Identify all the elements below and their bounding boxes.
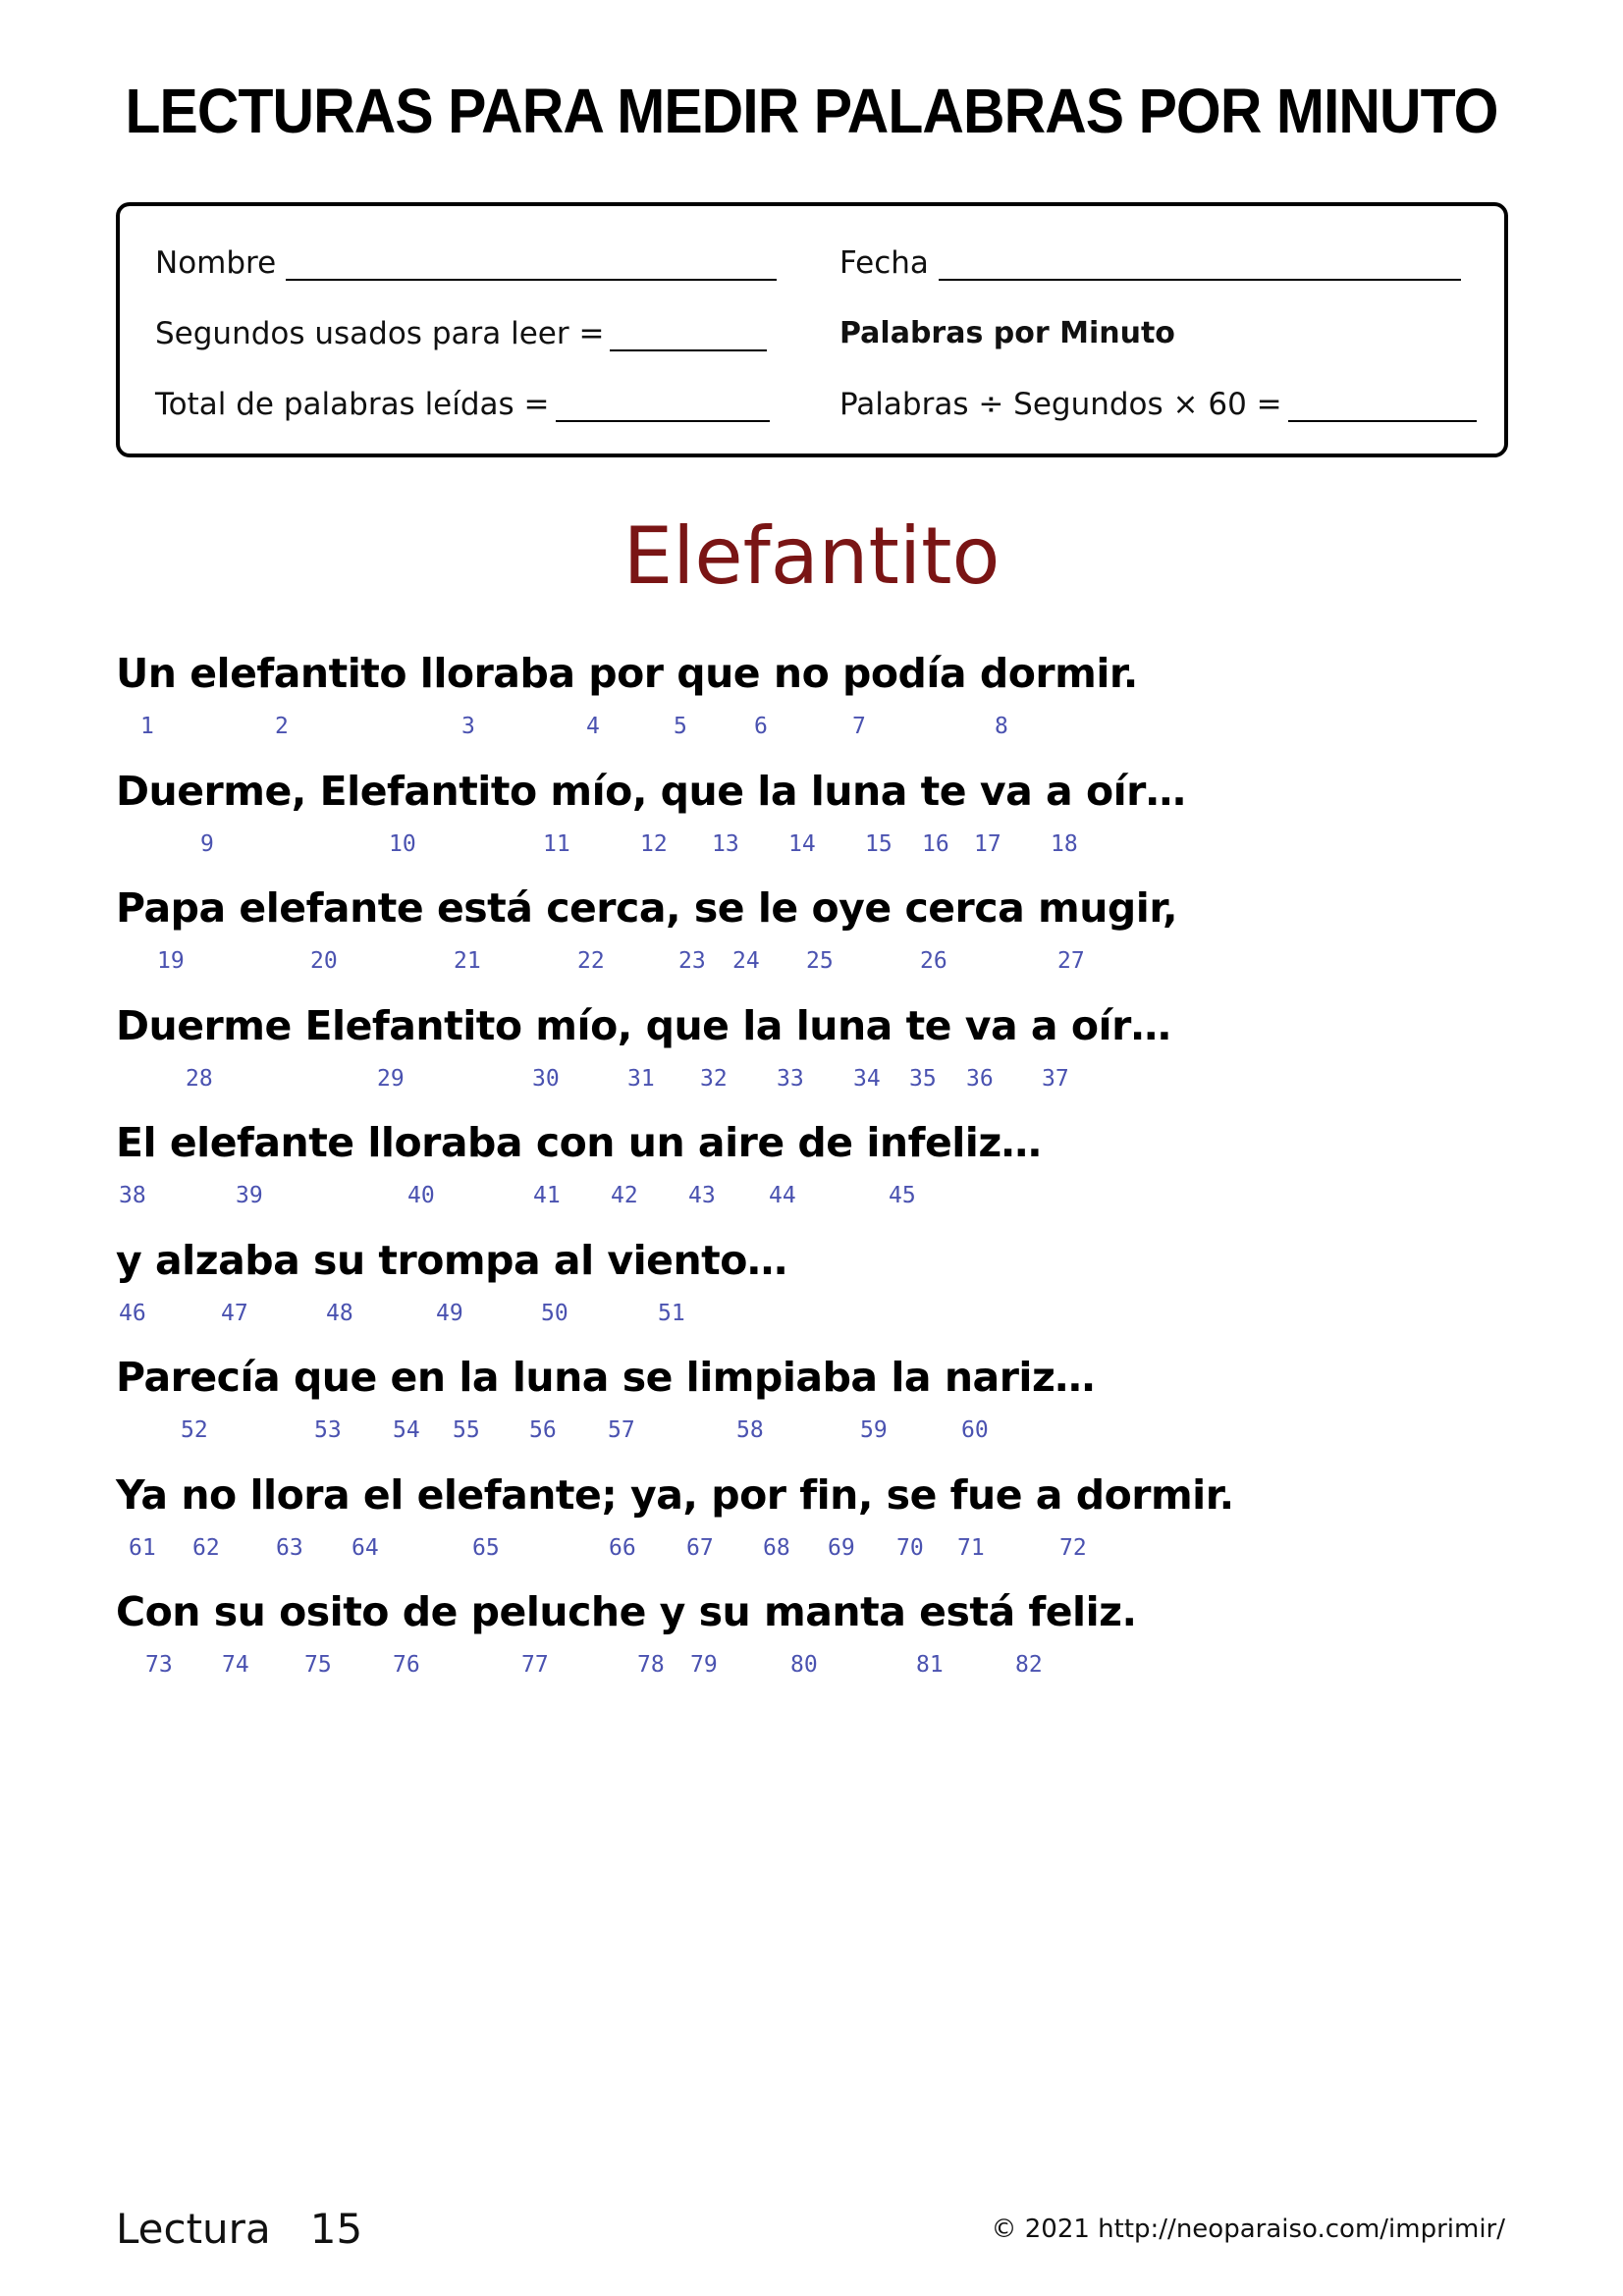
word-number: 58	[736, 1417, 764, 1443]
word-number: 9	[200, 830, 214, 857]
story-line: y alzaba su trompa al viento…	[116, 1236, 787, 1284]
formula-field[interactable]	[839, 387, 1477, 422]
word-number: 2	[275, 714, 289, 739]
word-number: 20	[310, 948, 338, 974]
total-blank[interactable]	[556, 391, 770, 422]
fecha-blank[interactable]	[939, 249, 1461, 281]
story-line: El elefante lloraba con un aire de infeliz…	[116, 1119, 1042, 1166]
total-field[interactable]	[155, 387, 770, 422]
word-number: 82	[1015, 1652, 1043, 1678]
story-line: Ya no llora el elefante; ya, por fin, se fue a dormir.	[116, 1470, 1234, 1519]
word-number: 22	[577, 948, 605, 974]
word-number: 23	[678, 948, 706, 974]
word-number: 24	[732, 948, 760, 974]
word-number: 19	[157, 948, 185, 974]
ppm-label: Palabras por Minuto	[839, 316, 1175, 350]
story-line: Papa elefante está cerca, se le oye cerca mugir,	[116, 884, 1178, 932]
word-number: 56	[529, 1417, 557, 1443]
fecha-label: Fecha	[839, 245, 929, 281]
word-number: 30	[532, 1065, 560, 1092]
reading-label: Lectura	[116, 2205, 271, 2253]
word-number: 66	[609, 1534, 636, 1561]
word-number: 63	[276, 1534, 303, 1561]
word-number: 32	[700, 1065, 728, 1092]
word-number: 71	[957, 1534, 985, 1561]
word-number: 33	[777, 1065, 804, 1092]
word-number: 72	[1059, 1534, 1087, 1561]
word-number: 77	[521, 1652, 549, 1678]
nombre-label: Nombre	[155, 245, 277, 281]
word-number: 7	[852, 714, 866, 739]
word-number: 14	[788, 830, 816, 857]
word-number: 5	[674, 714, 687, 739]
story-line: Duerme, Elefantito mío, que la luna te va a oír…	[116, 767, 1186, 815]
word-number: 52	[181, 1417, 208, 1443]
word-number: 65	[472, 1534, 500, 1561]
word-number: 44	[769, 1183, 796, 1208]
word-number: 50	[541, 1300, 568, 1326]
word-number: 12	[640, 830, 668, 857]
story-line: Un elefantito lloraba por que no podía dormir.	[116, 650, 1138, 697]
word-number: 70	[896, 1534, 924, 1561]
word-number: 15	[865, 830, 893, 857]
copyright: © 2021 http://neoparaiso.com/imprimir/	[991, 2215, 1505, 2244]
nombre-blank[interactable]	[286, 249, 777, 281]
reading-footer	[116, 2205, 362, 2253]
word-number: 37	[1042, 1065, 1069, 1092]
word-number: 64	[352, 1534, 379, 1561]
fecha-field[interactable]	[839, 245, 1461, 281]
word-number: 29	[377, 1065, 405, 1092]
word-number: 78	[637, 1652, 665, 1678]
word-number: 26	[920, 948, 947, 974]
word-number: 47	[221, 1300, 248, 1326]
word-number: 25	[806, 948, 834, 974]
word-number: 8	[995, 714, 1008, 739]
formula-blank[interactable]	[1288, 391, 1477, 422]
formula-label: Palabras ÷ Segundos × 60 =	[839, 387, 1282, 422]
page-title: LECTURAS PARA MEDIR PALABRAS POR MINUTO	[125, 76, 1498, 146]
segundos-label: Segundos usados para leer =	[155, 316, 605, 351]
word-number: 17	[974, 830, 1001, 857]
word-number: 18	[1051, 830, 1078, 857]
word-number: 61	[129, 1534, 156, 1561]
word-number: 16	[922, 830, 949, 857]
word-number: 60	[961, 1417, 989, 1443]
word-number: 74	[222, 1652, 249, 1678]
word-number: 49	[436, 1300, 463, 1326]
word-number: 73	[145, 1652, 173, 1678]
word-number: 38	[119, 1183, 146, 1208]
word-number: 55	[453, 1417, 480, 1443]
segundos-field[interactable]	[155, 316, 767, 351]
segundos-blank[interactable]	[610, 320, 767, 351]
story-line: Con su osito de peluche y su manta está feliz.	[116, 1588, 1137, 1635]
word-number: 41	[533, 1183, 561, 1208]
word-number: 68	[763, 1534, 790, 1561]
word-number: 13	[712, 830, 739, 857]
word-number: 3	[461, 714, 475, 739]
word-number: 43	[688, 1183, 716, 1208]
word-number: 40	[407, 1183, 435, 1208]
word-number: 35	[909, 1065, 937, 1092]
word-number: 21	[454, 948, 481, 974]
word-number: 80	[790, 1652, 818, 1678]
story-line: Parecía que en la luna se limpiaba la nariz…	[116, 1354, 1095, 1401]
word-number: 1	[140, 714, 154, 739]
word-number: 62	[192, 1534, 220, 1561]
word-number: 45	[889, 1183, 916, 1208]
word-number: 27	[1057, 948, 1085, 974]
word-number: 79	[690, 1652, 718, 1678]
word-number: 54	[393, 1417, 420, 1443]
word-number: 34	[853, 1065, 881, 1092]
story-line: Duerme Elefantito mío, que la luna te va a oír…	[116, 1001, 1171, 1049]
word-number: 53	[314, 1417, 342, 1443]
word-number: 57	[608, 1417, 635, 1443]
word-number: 42	[611, 1183, 638, 1208]
total-label: Total de palabras leídas =	[155, 387, 550, 422]
story-title: Elefantito	[622, 510, 1001, 602]
word-number: 31	[627, 1065, 655, 1092]
word-number: 76	[393, 1652, 420, 1678]
reading-number: 15	[309, 2205, 363, 2253]
word-number: 75	[304, 1652, 332, 1678]
word-number: 11	[543, 830, 570, 857]
nombre-field[interactable]	[155, 245, 777, 281]
ppm-heading	[839, 316, 1175, 350]
word-number: 69	[828, 1534, 855, 1561]
word-number: 48	[326, 1300, 353, 1326]
word-number: 4	[586, 714, 600, 739]
word-number: 6	[754, 714, 768, 739]
word-number: 67	[686, 1534, 714, 1561]
word-number: 10	[389, 830, 416, 857]
word-number: 28	[186, 1065, 213, 1092]
word-number: 51	[658, 1300, 685, 1326]
word-number: 46	[119, 1300, 146, 1326]
word-number: 59	[860, 1417, 888, 1443]
word-number: 39	[236, 1183, 263, 1208]
word-number: 81	[916, 1652, 944, 1678]
word-number: 36	[966, 1065, 994, 1092]
